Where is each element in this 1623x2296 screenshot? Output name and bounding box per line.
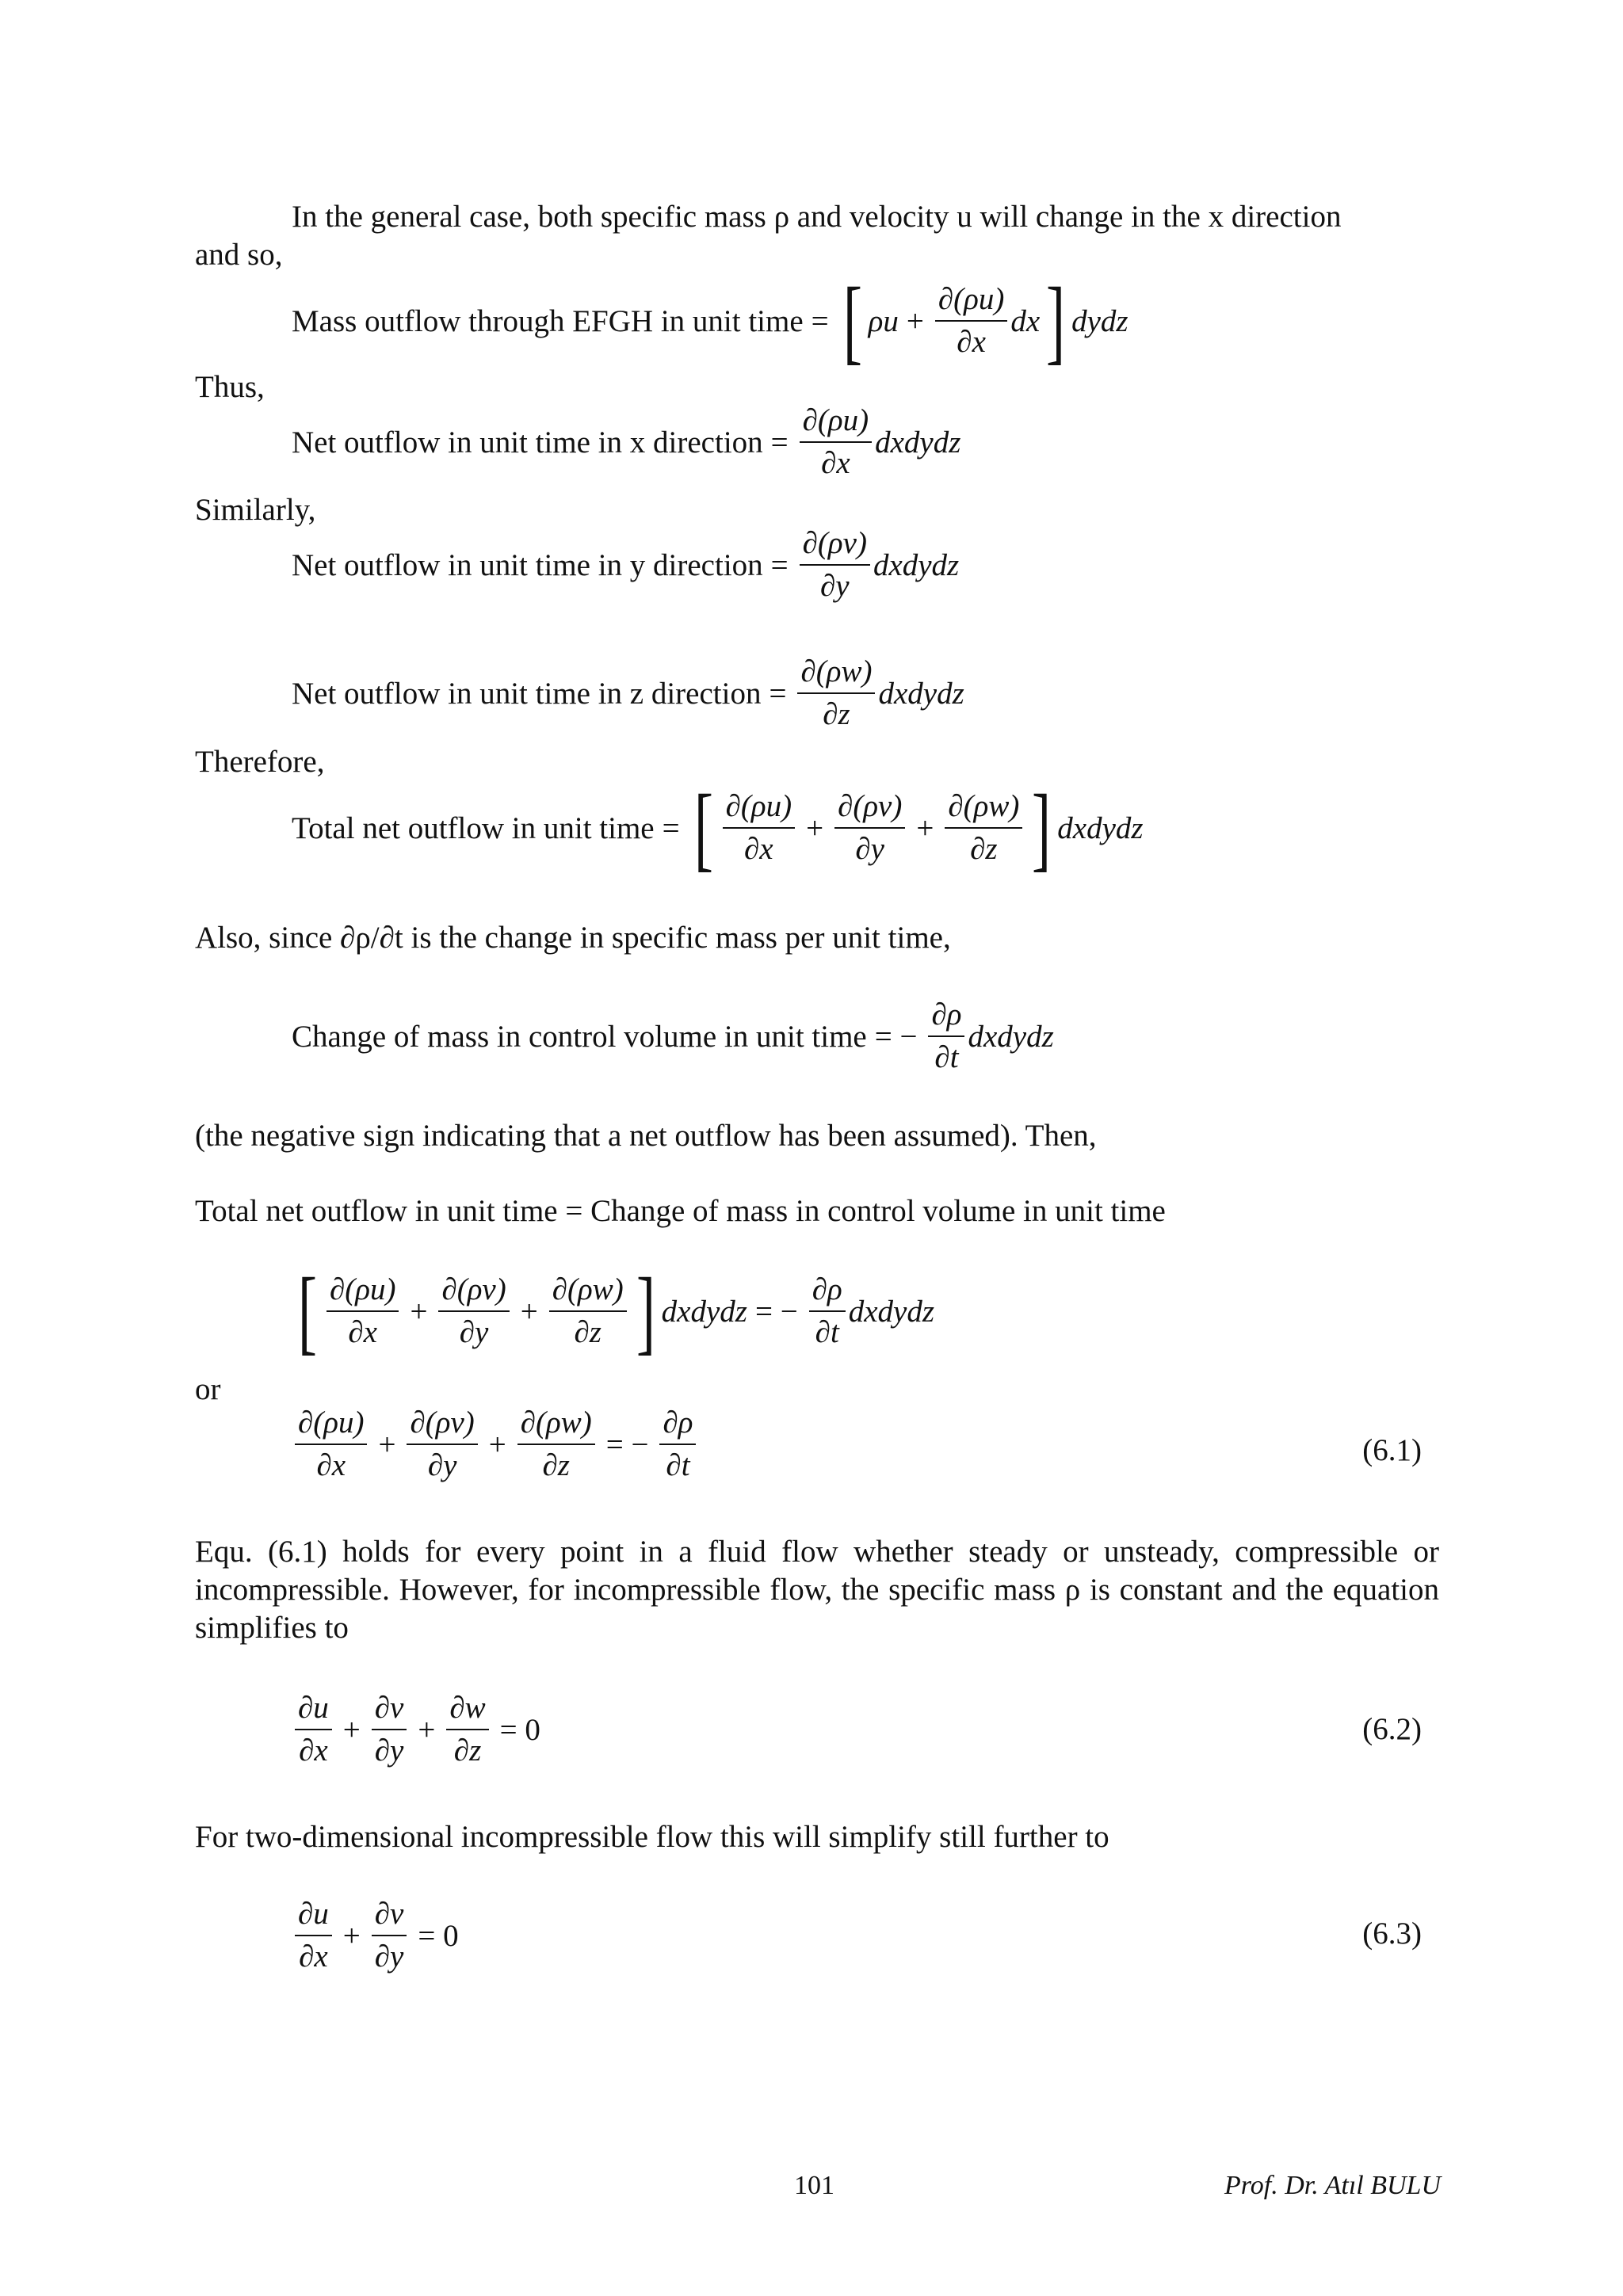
equation-total-net: Total net outflow in unit time = [ $\frac{\partial(\rho u)}{\partial x}$ + $\frac{\partial(\rho v)}{\partial y}$ + $\frac{\partial(\rho w)}{\partial z}$ ] dxdydz bbox=[292, 775, 1144, 880]
author-footer: Prof. Dr. Atıl BULU bbox=[1224, 2171, 1441, 2200]
paragraph-line: (the negative sign indicating that a net outflow has been assumed). Then, bbox=[195, 1119, 1097, 1153]
equation-label: Mass outflow through EFGH in unit time bbox=[292, 303, 804, 338]
equation-number: (6.2) bbox=[1362, 1712, 1422, 1746]
equation-label: Total net outflow in unit time bbox=[292, 810, 655, 845]
equation-number: (6.3) bbox=[1362, 1917, 1422, 1951]
paragraph-line: Therefore, bbox=[195, 745, 325, 779]
paragraph-line: Similarly, bbox=[195, 493, 316, 527]
equation-label: Net outflow in unit time in x direction bbox=[292, 425, 763, 460]
equation-label: Net outflow in unit time in y direction bbox=[292, 547, 763, 582]
equation-net-x: Net outflow in unit time in x direction = $\frac{\partial(\rho u)}{\partial x}$ dxdydz bbox=[292, 400, 960, 484]
paragraph: Equ. (6.1) holds for every point in a fluid flow whether steady or unsteady, compressible or incompressible. However, for incompressible flow, the specific mass ρ is constant and the equation simplifies to bbox=[195, 1535, 1439, 1645]
paragraph-line: Total net outflow in unit time = Change of mass in control volume in unit time bbox=[195, 1194, 1166, 1228]
equation-6-1: $\frac{\partial(\rho u)}{\partial x}$ + $\frac{\partial(\rho v)}{\partial y}$ + $\frac{\partial(\rho w)}{\partial z}$ = − $\frac{\partial\rho}{\partial t}$ bbox=[292, 1402, 699, 1486]
paragraph-line: and so, bbox=[195, 238, 283, 272]
paragraph-line: Thus, bbox=[195, 370, 265, 404]
paragraph-line: or bbox=[195, 1372, 221, 1406]
equation-net-z: Net outflow in unit time in z direction = $\frac{\partial(\rho w)}{\partial z}$ dxdydz bbox=[292, 651, 964, 735]
equation-balance: [ $\frac{\partial(\rho u)}{\partial x}$ + $\frac{\partial(\rho v)}{\partial y}$ + $\frac{\partial(\rho w)}{\partial z}$ ] dxdydz = − $\frac{\partial\rho}{\partial t}$ dxdydz bbox=[297, 1258, 935, 1363]
equation-label: Change of mass in control volume in unit time bbox=[292, 1019, 867, 1054]
paragraph-line: For two-dimensional incompressible flow this will simplify still further to bbox=[195, 1820, 1109, 1854]
equation-change-mass: Change of mass in control volume in unit time = − $\frac{\partial\rho}{\partial t}$ dxdydz bbox=[292, 994, 1054, 1078]
equation-label: Net outflow in unit time in z direction bbox=[292, 676, 762, 711]
equation-mass-outflow: Mass outflow through EFGH in unit time = [ ρu + $\frac{\partial(\rho u)}{\partial x}$ dx ] dydz bbox=[292, 268, 1128, 373]
equation-6-3: $\frac{\partial u}{\partial x}$ + $\frac{\partial v}{\partial y}$ = 0 bbox=[292, 1894, 467, 1978]
paragraph-line: In the general case, both specific mass ρ and velocity u will change in the x direction bbox=[292, 200, 1342, 234]
equation-number: (6.1) bbox=[1362, 1433, 1422, 1467]
equation-net-y: Net outflow in unit time in y direction = $\frac{\partial(\rho v)}{\partial y}$ dxdydz bbox=[292, 523, 959, 607]
page-number: 101 bbox=[794, 2171, 834, 2200]
equation-6-2: $\frac{\partial u}{\partial x}$ + $\frac{\partial v}{\partial y}$ + $\frac{\partial w}{\partial z}$ = 0 bbox=[292, 1688, 548, 1772]
paragraph-line: Also, since ∂ρ/∂t is the change in specific mass per unit time, bbox=[195, 921, 951, 955]
